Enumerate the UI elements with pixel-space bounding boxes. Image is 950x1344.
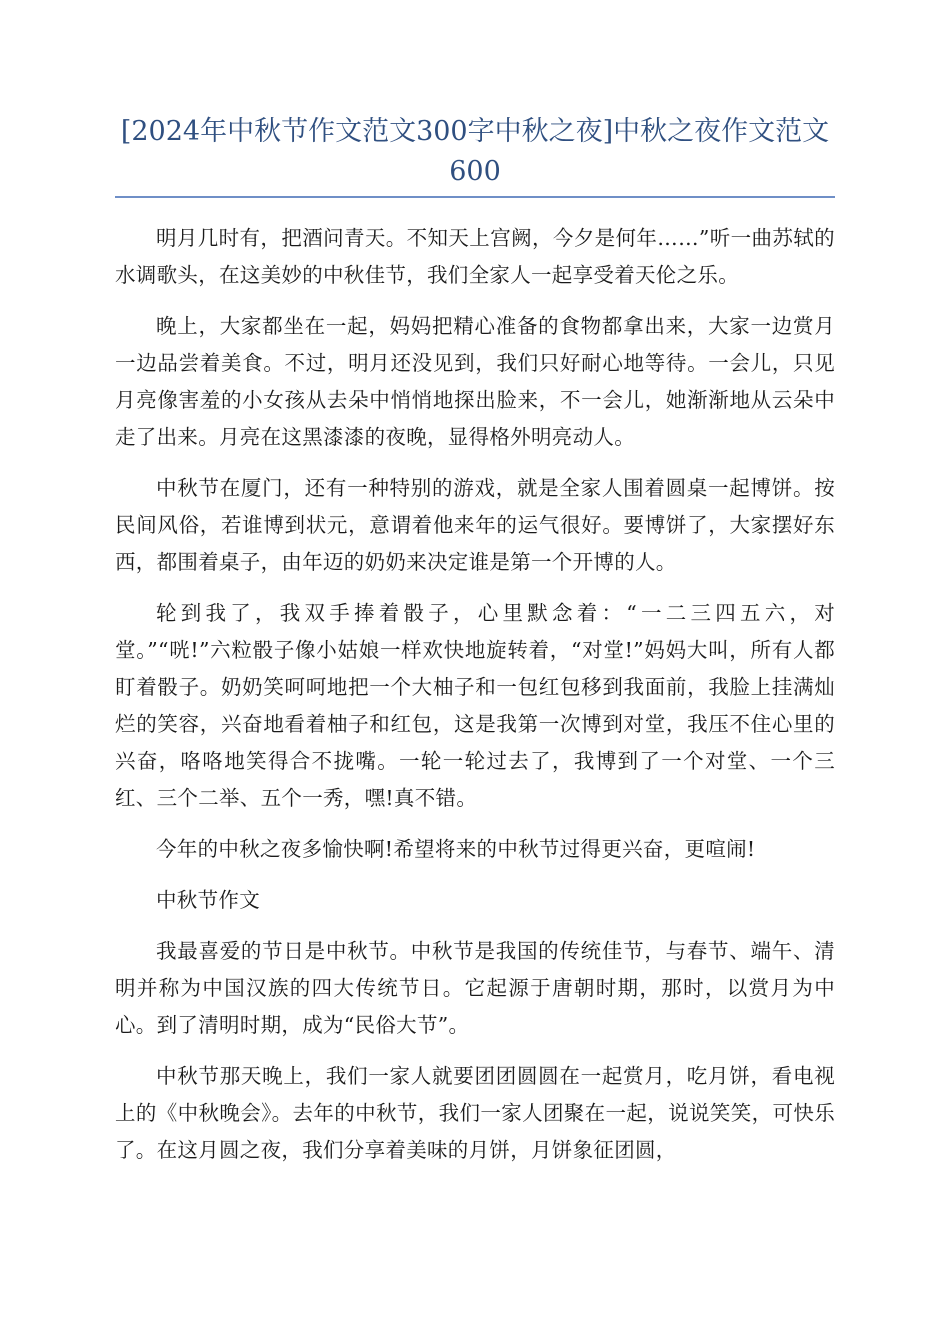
- paragraph: 轮到我了，我双手捧着骰子，心里默念着：“一二三四五六，对堂。”“咣!”六粒骰子像小姑娘一样欢快地旋转着，“对堂!”妈妈大叫，所有人都盯着骰子。奶奶笑呵呵地把一个大柚子和一包红包移到我面前，我脸上挂满灿烂的笑容，兴奋地看着柚子和红包，这是我第一次博到对堂，我压不住心里的兴奋，咯咯地笑得合不拢嘴。一轮一轮过去了，我博到了一个对堂、一个三红、三个二举、五个一秀，嘿!真不错。: [115, 601, 835, 810]
- section-heading: 中秋节作文: [156, 888, 260, 912]
- document-title: [2024年中秋节作文范文300字中秋之夜]中秋之夜作文范文600: [115, 112, 835, 198]
- paragraph: 晚上，大家都坐在一起，妈妈把精心准备的食物都拿出来，大家一边赏月一边品尝着美食。不过，明月还没见到，我们只好耐心地等待。一会儿，只见月亮像害羞的小女孩从去朵中悄悄地探出脸来，不一会儿，她渐渐地从云朵中走了出来。月亮在这黑漆漆的夜晚，显得格外明亮动人。: [115, 314, 835, 449]
- paragraph: 中秋节那天晚上，我们一家人就要团团圆圆在一起赏月，吃月饼，看电视上的《中秋晚会》。去年的中秋节，我们一家人团聚在一起，说说笑笑，可快乐了。在这月圆之夜，我们分享着美味的月饼，月饼象征团圆，: [115, 1064, 835, 1162]
- paragraph: 我最喜爱的节日是中秋节。中秋节是我国的传统佳节，与春节、端午、清明并称为中国汉族的四大传统节日。它起源于唐朝时期，那时，以赏月为中心。到了清明时期，成为“民俗大节”。: [115, 939, 835, 1037]
- paragraph: 今年的中秋之夜多愉快啊!希望将来的中秋节过得更兴奋，更喧闹!: [156, 837, 756, 861]
- paragraph: 中秋节在厦门，还有一种特别的游戏，就是全家人围着圆桌一起博饼。按民间风俗，若谁博到状元，意谓着他来年的运气很好。要博饼了，大家摆好东西，都围着桌子，由年迈的奶奶来决定谁是第一个开博的人。: [115, 476, 835, 574]
- document-page: [115, 112, 835, 1183]
- document-body: [115, 220, 835, 1169]
- paragraph: 明月几时有，把酒问青天。不知天上宫阙，今夕是何年……”听一曲苏轼的水调歌头，在这美妙的中秋佳节，我们全家人一起享受着天伦之乐。: [115, 226, 835, 287]
